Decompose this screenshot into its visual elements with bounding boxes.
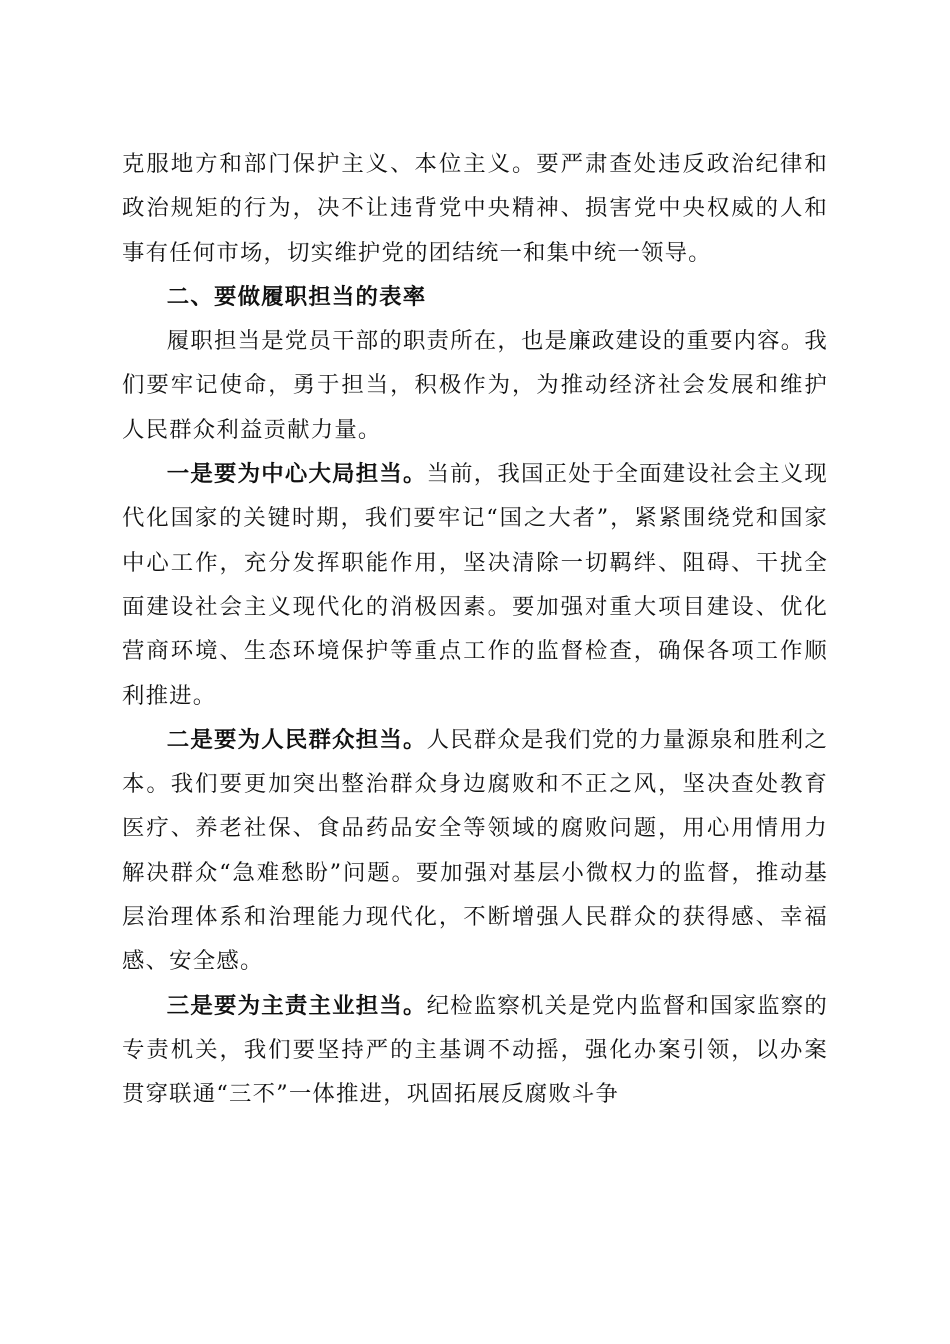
- point-1-lead: 一是要为中心大局担当。: [166, 461, 427, 488]
- section-heading: 二、要做履职担当的表率: [166, 283, 427, 310]
- point-1-text: 当前，我国正处于全面建设社会主义现代化国家的关键时期，我们要牢记“国之大者”，紧紧围绕党和国家中心工作，充分发挥职能作用，坚决清除一切羁绊、阻碍、干扰全面建设社会主义现代化的消极因素。要加强对重大项目建设、优化营商环境、生态环境保护等重点工作的监督检查，确保各项工作顺利推进。: [122, 461, 828, 709]
- point-3-lead: 三是要为主责主业担当。: [166, 992, 427, 1019]
- paragraph-continuation: 克服地方和部门保护主义、本位主义。要严肃查处违反政治纪律和政治规矩的行为，决不让违背党中央精神、损害党中央权威的人和事有任何市场，切实维护党的团结统一和集中统一领导。: [122, 151, 828, 266]
- point-2-lead: 二是要为人民群众担当。: [166, 726, 427, 753]
- paragraph-point-1: [122, 452, 828, 718]
- paragraph-point-3: [122, 984, 828, 1117]
- paragraph-intro: 履职担当是党员干部的职责所在，也是廉政建设的重要内容。我们要牢记使命，勇于担当，积极作为，为推动经济社会发展和维护人民群众利益贡献力量。: [122, 328, 828, 443]
- paragraph-point-2: [122, 718, 828, 984]
- point-2-text: 人民群众是我们党的力量源泉和胜利之本。我们要更加突出整治群众身边腐败和不正之风，坚决查处教育医疗、养老社保、食品药品安全等领域的腐败问题，用心用情用力解决群众“急难愁盼”问题。要加强对基层小微权力的监督，推动基层治理体系和治理能力现代化，不断增强人民群众的获得感、幸福感、安全感。: [122, 726, 828, 975]
- document-page: [122, 142, 828, 1117]
- point-3-text: 纪检监察机关是党内监督和国家监察的专责机关，我们要坚持严的主基调不动摇，强化办案引领，以办案贯穿联通“三不”一体推进，巩固拓展反腐败斗争: [122, 992, 828, 1108]
